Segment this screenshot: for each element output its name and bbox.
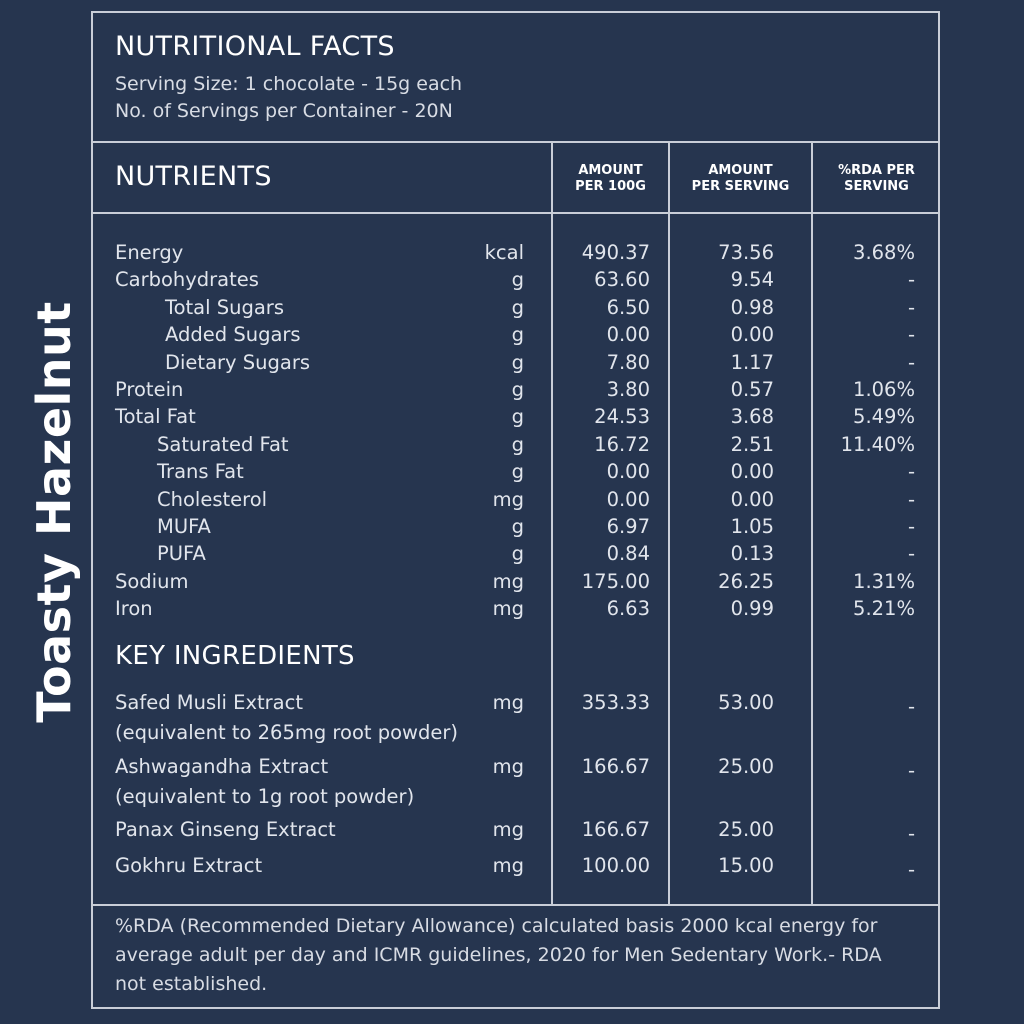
nutrient-unit: g [511,432,524,456]
ingredient-name: Ashwagandha Extract [115,755,329,778]
amount-per-100g: 3.80 [606,378,650,401]
amount-per-serving: 3.68 [730,405,774,429]
nutrient-name: Total Fat [115,405,196,429]
ingredient-name: Panax Ginseng Extract [115,818,336,841]
nutrient-name: Carbohydrates [115,268,259,292]
rda-percent: - [907,695,915,718]
amount-per-serving: 53.00 [718,691,774,714]
key-ingredients-heading: KEY INGREDIENTS [115,641,355,671]
table-row [0,239,1024,266]
table-row [0,266,1024,293]
amount-per-100g: 6.63 [606,597,650,621]
nutrient-unit: g [511,542,524,566]
amount-per-100g: 490.37 [581,241,650,264]
nutrient-unit: g [511,295,524,319]
amount-per-serving: 0.99 [730,597,774,621]
amount-per-100g: 175.00 [581,569,650,593]
rda-percent: - [907,295,915,319]
nutrient-unit: kcal [484,241,524,264]
amount-per-100g: 0.00 [606,487,650,511]
amount-per-100g: 0.84 [606,542,650,566]
rda-percent: 11.40% [840,432,915,456]
label-title: NUTRITIONAL FACTS [115,31,395,62]
rda-percent: 5.21% [853,597,915,621]
ingredient-unit: mg [492,854,524,877]
amount-per-serving: 25.00 [718,755,774,778]
nutrient-name: Cholesterol [157,487,268,511]
ingredient-unit: mg [492,818,524,841]
table-row [0,595,1024,622]
nutrient-unit: mg [492,487,524,511]
amount-per-serving: 0.57 [730,378,774,401]
column-header-line: PER SERVING [691,179,790,194]
rda-percent: 1.06% [853,378,915,401]
amount-per-serving: 9.54 [730,268,774,292]
rda-percent: 3.68% [853,241,915,264]
column-header-line: AMOUNT [578,163,643,178]
table-row [0,540,1024,567]
ingredient-name: Gokhru Extract [115,854,263,877]
nutrient-unit: g [511,268,524,292]
nutrient-unit: g [511,515,524,538]
rda-percent: - [907,350,915,374]
nutrient-name: PUFA [157,542,206,566]
serving-size: Serving Size: 1 chocolate - 15g each [115,73,463,95]
rda-percent: - [907,323,915,347]
amount-per-100g: 100.00 [581,854,650,877]
column-header-per-serving [670,163,811,195]
nutrient-name: Total Sugars [165,295,284,319]
nutrient-name: MUFA [157,515,211,538]
servings-per-container: No. of Servings per Container - 20N [115,100,453,122]
nutrient-unit: g [511,405,524,429]
column-header-line: SERVING [844,179,909,194]
nutrient-name: Energy [115,241,184,264]
nutrient-unit: g [511,378,524,401]
amount-per-100g: 166.67 [581,818,650,841]
table-row [0,431,1024,458]
ingredient-unit: mg [492,691,524,714]
ingredient-row [0,753,1024,808]
nutrient-name: Sodium [115,569,189,593]
product-name: Toasty Hazelnut [27,301,81,723]
rda-footnote: %RDA (Recommended Dietary Allowance) calculated basis 2000 kcal energy for average adult per day and ICMR guidelines, 2020 for Men Sedentary Work.- RDA not established. [115,915,882,995]
rda-percent: - [907,460,915,484]
amount-per-serving: 15.00 [718,854,774,877]
amount-per-serving: 1.05 [730,515,774,538]
amount-per-100g: 63.60 [594,268,650,292]
amount-per-100g: 6.50 [606,295,650,319]
nutrient-name: Added Sugars [165,323,301,347]
ingredient-unit: mg [492,755,524,778]
nutrient-name: Iron [115,597,153,621]
rda-percent: - [907,268,915,292]
amount-per-serving: 73.56 [718,241,774,264]
amount-per-serving: 0.98 [730,295,774,319]
column-header-line: AMOUNT [708,163,773,178]
amount-per-serving: 1.17 [730,350,774,374]
ingredient-row [0,852,1024,879]
nutrient-unit: g [511,350,524,374]
amount-per-100g: 0.00 [606,323,650,347]
amount-per-100g: 16.72 [594,432,650,456]
table-row [0,486,1024,513]
rda-percent: - [907,858,915,881]
amount-per-100g: 0.00 [606,460,650,484]
nutrients-heading: NUTRIENTS [115,161,272,192]
rda-percent: - [907,822,915,845]
column-header-rda [813,163,940,195]
table-row [0,458,1024,485]
rda-percent: 1.31% [853,569,915,593]
amount-per-serving: 25.00 [718,818,774,841]
amount-per-100g: 353.33 [581,691,650,714]
ingredient-note: (equivalent to 265mg root powder) [115,721,458,744]
table-row [0,321,1024,348]
amount-per-serving: 0.00 [730,460,774,484]
amount-per-100g: 24.53 [594,405,650,429]
amount-per-100g: 166.67 [581,755,650,778]
amount-per-100g: 7.80 [606,350,650,374]
rda-percent: - [907,759,915,782]
amount-per-serving: 0.00 [730,323,774,347]
nutrient-name: Saturated Fat [157,432,289,456]
amount-per-serving: 0.00 [730,487,774,511]
nutrient-name: Dietary Sugars [165,350,311,374]
rda-percent: - [907,515,915,538]
nutrient-unit: g [511,460,524,484]
amount-per-serving: 0.13 [730,542,774,566]
ingredient-row [0,689,1024,744]
table-row [0,403,1024,430]
amount-per-serving: 26.25 [718,569,774,593]
column-header-per-100g [553,163,668,195]
nutrient-name: Protein [115,378,184,401]
table-row [0,513,1024,540]
ingredient-name: Safed Musli Extract [115,691,303,714]
ingredient-note: (equivalent to 1g root powder) [115,785,415,808]
rda-percent: 5.49% [853,405,915,429]
rda-percent: - [907,542,915,566]
table-row [0,294,1024,321]
amount-per-serving: 2.51 [730,432,774,456]
table-row [0,349,1024,376]
table-row [0,568,1024,595]
column-header-line: %RDA PER [838,163,915,178]
amount-per-100g: 6.97 [606,515,650,538]
rda-percent: - [907,487,915,511]
ingredient-row [0,816,1024,843]
table-row [0,376,1024,403]
column-header-line: PER 100G [575,179,646,194]
nutrient-unit: g [511,323,524,347]
nutrient-name: Trans Fat [157,460,244,484]
nutrient-unit: mg [492,597,524,621]
nutrient-unit: mg [492,569,524,593]
